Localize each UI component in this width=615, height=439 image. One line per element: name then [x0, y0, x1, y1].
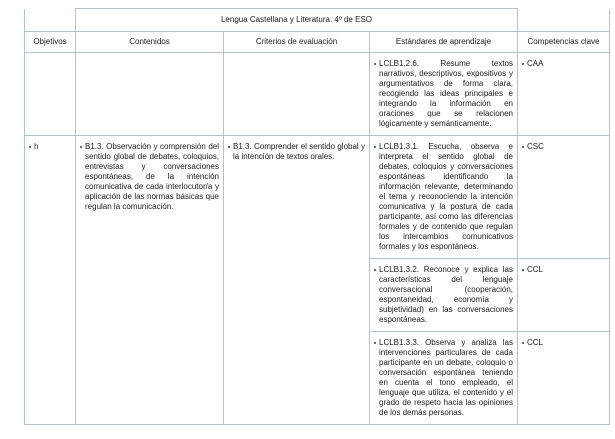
estandar-text: LCLB1.3.3. Observa y analiza las intervenciones particulares de cada participante en un debate, coloquio o conversación espontánea teniendo en cuenta el tono empleado, el lenguaje que utiliza, el contenido y el grado de respeto hacia las opiniones de los demás personas.	[379, 338, 513, 417]
bullet-icon	[522, 146, 524, 148]
table-row	[25, 136, 610, 259]
competencia-code: CCL	[527, 338, 544, 347]
estandar-text: LCLB1.2.6. Resume textos narrativos, descriptivos, expositivos y argumentativos de forma clara, recogiendo las ideas principales e integrando la información en oraciones que se relacionen lógicamente y semánticamente.	[379, 59, 513, 128]
cell-criterios	[224, 136, 370, 425]
cell-objetivos	[25, 136, 76, 425]
estandar-text: LCLB1.3.2. Reconoce y explica las características del lenguaje conversacional (cooperación, espontaneidad, economía y subjetividad) en las conversaciones espontáneas.	[379, 265, 513, 324]
bullet-icon	[522, 269, 524, 271]
curriculum-page	[24, 8, 609, 425]
competencia-code: CCL	[527, 265, 544, 274]
cell-estandares	[370, 136, 518, 259]
title-blank-cell-right	[518, 9, 610, 32]
objetivo-code: h	[34, 142, 39, 151]
bullet-icon	[228, 146, 230, 148]
cell-contenidos	[76, 53, 224, 136]
header-row	[25, 32, 610, 53]
cell-competencias	[518, 53, 610, 136]
cell-estandares	[370, 53, 518, 136]
table-title: Lengua Castellana y Literatura. 4º de ESO	[76, 9, 518, 32]
bullet-icon	[374, 146, 376, 148]
header-competencias: Competencias clave	[518, 32, 610, 53]
bullet-icon	[29, 146, 31, 148]
bullet-icon	[374, 342, 376, 344]
criterio-text: B1.3. Comprender el sentido global y la intención de textos orales.	[233, 142, 365, 161]
bullet-icon	[522, 63, 524, 65]
cell-objetivos	[25, 53, 76, 136]
cell-competencias	[518, 332, 610, 425]
header-criterios: Criterios de evaluación	[224, 32, 370, 53]
contenido-text: B1.3. Observación y comprensión del sentido global de debates, coloquios, entrevistas y conversaciones espontáneas, de la intención comunicativa de cada interlocutor/a y aplicación de las normas básicas que regulan la comunicación.	[85, 142, 219, 211]
cell-criterios	[224, 53, 370, 136]
cell-contenidos	[76, 136, 224, 425]
header-estandares: Estándares de aprendizaje	[370, 32, 518, 53]
estandar-text: LCLB1.3.1. Escucha, observa e interpreta el sentido global de debates, coloquios y conversaciones espontáneas identificando la información relevante, determinando el tema y reconociendo la intención comunicativa y la postura de cada participante, así como las diferencias formales y de contenido que regulan los intercambios comunicativos formales y los espontáneos.	[379, 142, 513, 251]
header-objetivos: Objetivos	[25, 32, 76, 53]
cell-estandares	[370, 332, 518, 425]
table-row	[25, 53, 610, 136]
table-title-row	[25, 9, 610, 32]
bullet-icon	[374, 63, 376, 65]
header-contenidos: Contenidos	[76, 32, 224, 53]
cell-competencias	[518, 259, 610, 332]
cell-competencias	[518, 136, 610, 259]
bullet-icon	[374, 269, 376, 271]
title-blank-cell	[25, 9, 76, 32]
bullet-icon	[522, 342, 524, 344]
curriculum-table	[24, 8, 610, 425]
competencia-code: CSC	[527, 142, 544, 151]
competencia-code: CAA	[527, 59, 544, 68]
bullet-icon	[80, 146, 82, 148]
cell-estandares	[370, 259, 518, 332]
